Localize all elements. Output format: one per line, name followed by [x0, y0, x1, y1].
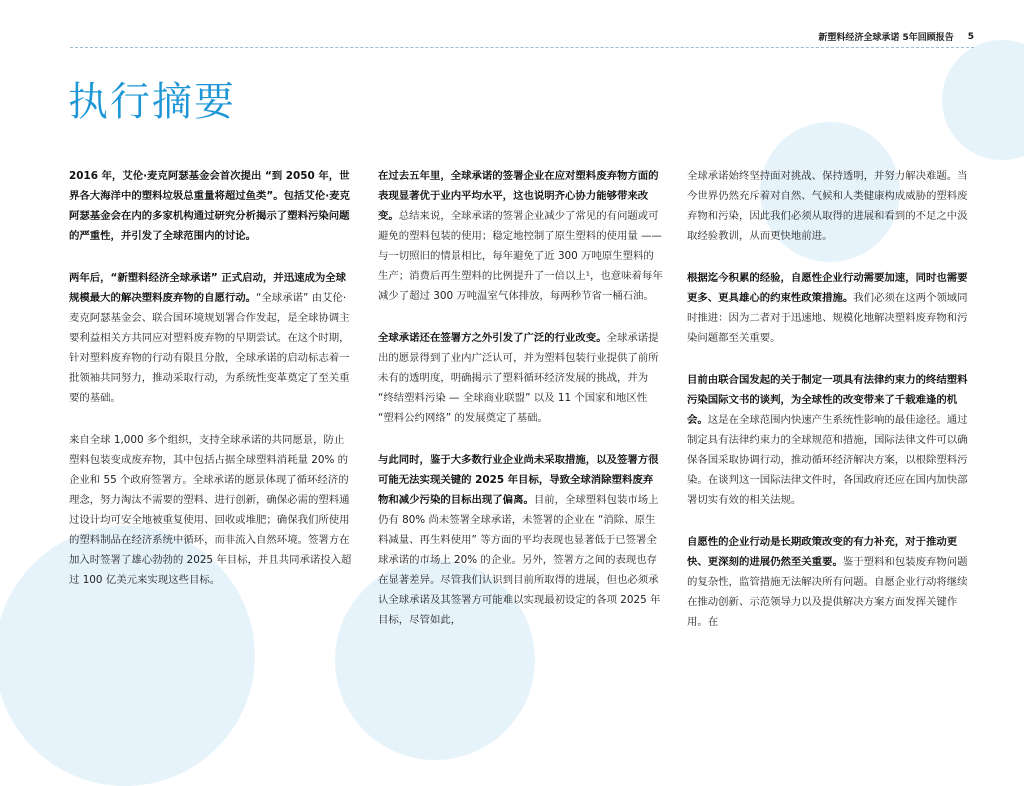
paragraph-body: 来自全球 1,000 多个组织，支持全球承诺的共同愿景，防止塑料包装变成废弃物，其中包括占据全球塑料消耗量 20% 的企业和 55 个政府签署方。全球承诺的愿景体现了循环经济的理念，努力淘汰不需要的塑料、进行创新，确保必需的塑料通过设计均可安全地被重复使用、回收或堆肥；确保我们所使用的塑料制品在经济系统中循环，而非流入自然环境。签署方在加入时签署了雄心勃勃的 2025 年目标，并且共同承诺投入超过 100 亿美元来实现这些目标。: [69, 434, 352, 586]
paragraph-body: 全球承诺始终坚持面对挑战、保持透明，并努力解决难题。当今世界仍然充斥着对自然、气候和人类健康构成威胁的塑料废弃物和污染，因此我们必须从取得的进展和看到的不足之中汲取经验教训，从而更快地前进。: [687, 170, 968, 242]
paragraph: [687, 532, 972, 632]
paragraph-lead: 与此同时，鉴于大多数行业企业尚未采取措施，以及签署方很可能无法实现关键的 2025 年目标，导致全球消除塑料废弃物和减少污染的目标出现了偏离。: [378, 454, 659, 506]
page-header: [70, 30, 974, 43]
text-column-2: [378, 166, 663, 652]
paragraph-body: 目前，全球塑料包装市场上仍有 80% 尚未签署全球承诺，未签署的企业在 “消除、原生料减量、再生料使用” 等方面的平均表现也显著低于已签署全球承诺的市场上 20% 的企业。另外，签署方之间的表现也存在显著差异。尽管我们认识到目前所取得的进展，但也必须承认全球承诺及其签署方可能难以实现最初设定的各项 2025 年目标，尽管如此，: [378, 494, 661, 626]
decorative-bubble-top-right: [942, 40, 1024, 160]
paragraph-lead: 两年后，“新塑料经济全球承诺” 正式启动，并迅速成为全球规模最大的解决塑料废弃物的自愿行动。: [69, 272, 347, 304]
paragraph-body: 我们必须在这两个领域同时推进：因为二者对于迅速地、规模化地解决塑料废弃物和污染问题都至关重要。: [687, 292, 968, 344]
page-number: 5: [967, 31, 974, 42]
paragraph: [687, 166, 972, 246]
paragraph-body: 这是在全球范围内快速产生系统性影响的最佳途径。通过制定具有法律约束力的全球规范和措施，国际法律文件可以确保各国采取协调行动，推动循环经济解决方案，以根除塑料污染。在谈判这一国际法律文件时，各国政府还应在国内加快部署切实有效的相关法规。: [687, 414, 968, 506]
paragraph: [69, 268, 354, 408]
page-title: 执行摘要: [68, 79, 236, 125]
paragraph-body: 鉴于塑料和包装废弃物问题的复杂性，监管措施无法解决所有问题。自愿企业行动将继续在推动创新、示范领导力以及提供解决方案方面发挥关键作用。在: [687, 556, 968, 628]
paragraph-lead: 根据迄今积累的经验，自愿性企业行动需要加速，同时也需要更多、更具雄心的约束性政策措施。: [687, 272, 968, 304]
paragraph: [687, 268, 972, 348]
paragraph-lead: 目前由联合国发起的关于制定一项具有法律约束力的终结塑料污染国际文书的谈判，为全球性的改变带来了千载难逢的机会。: [687, 374, 968, 426]
paragraph-lead: 在过去五年里，全球承诺的签署企业在应对塑料废弃物方面的表现显著优于业内平均水平，这也说明齐心协力能够带来改变。: [378, 170, 659, 222]
paragraph: [378, 328, 663, 428]
paragraph-lead: 全球承诺还在签署方之外引发了广泛的行业改变。: [378, 332, 607, 344]
paragraph-body: 全球承诺提出的愿景得到了业内广泛认可，并为塑料包装行业提供了前所未有的透明度，明确揭示了塑料循环经济发展的挑战，并为 “终结塑料污染 — 全球商业联盟” 以及 11 个国家和地区性 “塑料公约网络” 的发展奠定了基础。: [378, 332, 659, 424]
paragraph-body: 总结来说，全球承诺的签署企业减少了常见的有问题或可避免的塑料包装的使用；稳定地控制了原生塑料的使用量 —— 与一切照旧的情景相比，每年避免了近 300 万吨原生塑料的生产；消费后再生塑料的比例提升了一倍以上¹，也意味着每年减少了超过 300 万吨温室气体排放，每两秒节省一桶石油。: [378, 210, 663, 302]
report-title: 新塑料经济全球承诺 5年回顾报告: [818, 33, 954, 43]
paragraph-body: “全球承诺” 由艾伦·麦克阿瑟基金会、联合国环境规划署合作发起，是全球协调主要利益相关方共同应对塑料废弃物的早期尝试。在这个时期，针对塑料废弃物的行动有限且分散，全球承诺的启动标志着一批领袖共同努力，推动采取行动，为系统性变革奠定了至关重要的基础。: [69, 292, 350, 404]
text-column-1: [69, 166, 354, 612]
header-divider: [70, 47, 974, 48]
paragraph: [378, 450, 663, 630]
paragraph-lead: 自愿性的企业行动是长期政策改变的有力补充，对于推动更快、更深刻的进展仍然至关重要。: [687, 536, 958, 568]
paragraph-lead: 2016 年，艾伦·麦克阿瑟基金会首次提出 “到 2050 年，世界各大海洋中的塑料垃圾总重量将超过鱼类”。包括艾伦·麦克阿瑟基金会在内的多家机构通过研究分析揭示了塑料污染问题的严重性，并引发了全球范围内的讨论。: [69, 170, 350, 242]
paragraph: [687, 370, 972, 510]
paragraph: [69, 430, 354, 590]
paragraph: [378, 166, 663, 306]
text-column-3: [687, 166, 972, 654]
paragraph: [69, 166, 354, 246]
